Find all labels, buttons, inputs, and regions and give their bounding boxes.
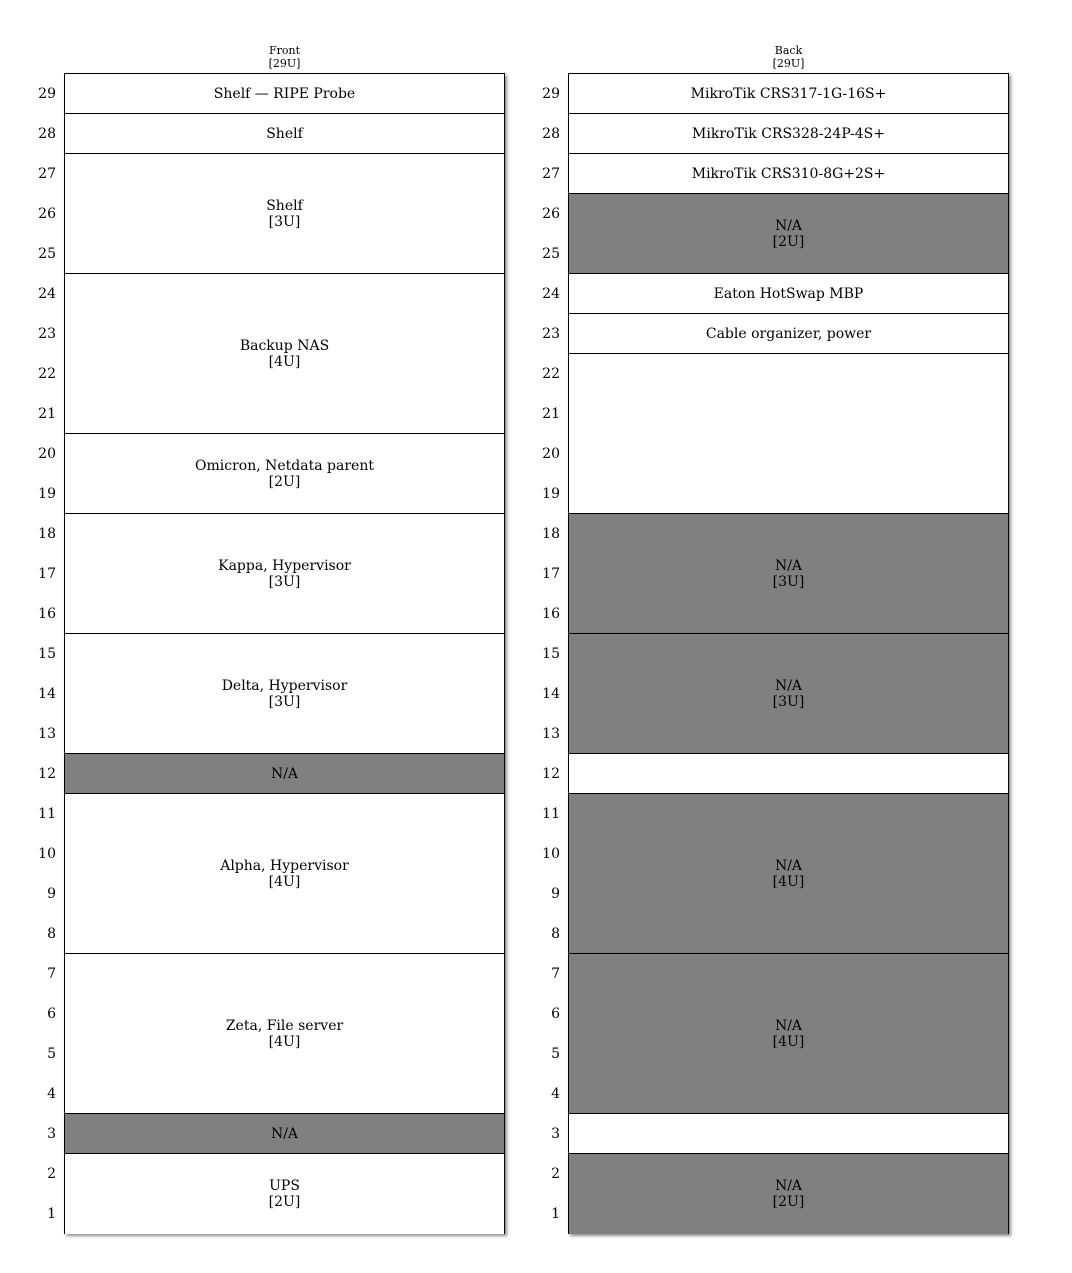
front-device-slot (65, 434, 504, 514)
back-unit-number: 21 (542, 406, 560, 422)
back-unit-number: 23 (542, 326, 560, 342)
device-size-label: [3U] (772, 693, 805, 710)
back-unit-number: 2 (551, 1166, 560, 1182)
back-unit-number: 19 (542, 486, 560, 502)
front-device-slot (65, 1154, 504, 1234)
device-name: Backup NAS (239, 337, 330, 354)
back-unit-number: 5 (551, 1046, 560, 1062)
back-rack (568, 73, 1009, 1234)
back-unit-number: 4 (551, 1086, 560, 1102)
front-unit-number: 8 (47, 926, 56, 942)
back-device-slot (569, 954, 1008, 1114)
front-unit-number: 11 (38, 806, 56, 822)
front-unit-number: 27 (38, 166, 56, 182)
device-name: Cable organizer, power (705, 325, 872, 342)
front-device-slot (65, 154, 504, 274)
front-device-slot (65, 634, 504, 754)
back-unit-number: 22 (542, 366, 560, 382)
device-name: MikroTik CRS317-1G-16S+ (690, 85, 887, 102)
back-rack-title (568, 44, 1009, 70)
front-unit-number: 2 (47, 1166, 56, 1182)
device-size-label: [2U] (772, 233, 805, 250)
device-name: N/A (774, 557, 803, 574)
front-device-slot (65, 794, 504, 954)
device-size-label: [2U] (772, 1194, 805, 1210)
device-name: N/A (270, 1125, 299, 1142)
back-unit-number: 9 (551, 886, 560, 902)
device-name: N/A (774, 857, 803, 874)
back-unit-number: 15 (542, 646, 560, 662)
device-name: MikroTik CRS328-24P-4S+ (692, 125, 885, 142)
front-unit-number: 5 (47, 1046, 56, 1062)
front-unit-number: 12 (38, 766, 56, 782)
device-name: N/A (774, 1017, 803, 1034)
front-unit-number: 23 (38, 326, 56, 342)
device-name: Shelf (266, 197, 303, 214)
front-rack-title-text: Front (268, 44, 301, 57)
front-unit-number: 9 (47, 886, 56, 902)
back-rack-title-text: Back (774, 44, 803, 57)
front-unit-number: 1 (47, 1206, 56, 1222)
back-unit-number: 1 (551, 1206, 560, 1222)
front-device-slot (65, 114, 504, 154)
device-size-label: [4U] (772, 1033, 805, 1050)
front-device-slot (65, 1114, 504, 1154)
front-device-slot (65, 754, 504, 794)
device-name: Omicron, Netdata parent (195, 457, 374, 474)
back-device-slot (569, 154, 1008, 194)
device-name: N/A (774, 217, 803, 234)
back-unit-number: 8 (551, 926, 560, 942)
front-rack (64, 73, 505, 1234)
back-unit-number: 13 (542, 726, 560, 742)
back-unit-number: 11 (542, 806, 560, 822)
front-unit-number: 21 (38, 406, 56, 422)
back-device-slot (569, 1154, 1008, 1234)
device-size-label: [2U] (268, 473, 301, 490)
front-unit-number: 6 (47, 1006, 56, 1022)
back-unit-number: 18 (542, 526, 560, 542)
front-rack-height-label: [29U] (268, 57, 301, 70)
back-device-slot (569, 1114, 1008, 1154)
back-unit-number: 16 (542, 606, 560, 622)
back-device-slot (569, 74, 1008, 114)
back-unit-number: 25 (542, 246, 560, 262)
front-unit-number: 29 (38, 86, 56, 102)
back-unit-number: 3 (551, 1126, 560, 1142)
back-device-slot (569, 514, 1008, 634)
device-size-label: [4U] (268, 873, 301, 890)
front-unit-number: 22 (38, 366, 56, 382)
back-device-slot (569, 194, 1008, 274)
front-unit-numbers (16, 73, 56, 1233)
back-unit-number: 14 (542, 686, 560, 702)
back-device-slot (569, 314, 1008, 354)
back-device-slot (569, 634, 1008, 754)
device-size-label: [4U] (268, 1033, 301, 1050)
back-device-slot (569, 274, 1008, 314)
front-unit-number: 4 (47, 1086, 56, 1102)
back-unit-number: 24 (542, 286, 560, 302)
front-unit-number: 14 (38, 686, 56, 702)
device-name: Delta, Hypervisor (221, 677, 348, 694)
device-name: N/A (270, 765, 299, 782)
device-size-label: [3U] (268, 693, 301, 710)
device-size-label: [3U] (268, 573, 301, 590)
back-unit-number: 10 (542, 846, 560, 862)
device-name: Kappa, Hypervisor (218, 557, 351, 574)
front-device-slot (65, 74, 504, 114)
front-unit-number: 18 (38, 526, 56, 542)
front-device-slot (65, 954, 504, 1114)
back-unit-number: 28 (542, 126, 560, 142)
front-unit-number: 17 (38, 566, 56, 582)
back-unit-number: 29 (542, 86, 560, 102)
front-unit-number: 28 (38, 126, 56, 142)
front-device-slot (65, 514, 504, 634)
back-unit-number: 20 (542, 446, 560, 462)
back-device-slot (569, 794, 1008, 954)
back-unit-number: 27 (542, 166, 560, 182)
device-name: UPS (269, 1178, 300, 1194)
device-name: N/A (774, 677, 803, 694)
device-size-label: [4U] (772, 873, 805, 890)
device-name: Zeta, File server (225, 1017, 344, 1034)
back-unit-number: 6 (551, 1006, 560, 1022)
device-name: Shelf (266, 125, 303, 142)
back-device-slot (569, 114, 1008, 154)
back-rack-height-label: [29U] (772, 57, 805, 70)
front-rack-title (64, 44, 505, 70)
device-name: Shelf — RIPE Probe (213, 85, 356, 102)
front-unit-number: 16 (38, 606, 56, 622)
front-unit-number: 7 (47, 966, 56, 982)
front-unit-number: 25 (38, 246, 56, 262)
back-unit-number: 26 (542, 206, 560, 222)
front-unit-number: 24 (38, 286, 56, 302)
back-unit-number: 12 (542, 766, 560, 782)
front-unit-number: 15 (38, 646, 56, 662)
front-unit-number: 10 (38, 846, 56, 862)
device-name: MikroTik CRS310-8G+2S+ (691, 165, 886, 182)
front-unit-number: 20 (38, 446, 56, 462)
device-size-label: [2U] (268, 1194, 301, 1210)
device-name: Alpha, Hypervisor (220, 857, 349, 874)
device-size-label: [4U] (268, 353, 301, 370)
front-unit-number: 19 (38, 486, 56, 502)
front-device-slot (65, 274, 504, 434)
device-name: N/A (774, 1178, 803, 1194)
back-device-slot (569, 354, 1008, 514)
back-unit-number: 17 (542, 566, 560, 582)
device-size-label: [3U] (268, 213, 301, 230)
back-unit-number: 7 (551, 966, 560, 982)
device-size-label: [3U] (772, 573, 805, 590)
back-unit-numbers (520, 73, 560, 1233)
front-unit-number: 26 (38, 206, 56, 222)
front-unit-number: 3 (47, 1126, 56, 1142)
back-device-slot (569, 754, 1008, 794)
front-unit-number: 13 (38, 726, 56, 742)
device-name: Eaton HotSwap MBP (713, 285, 864, 302)
